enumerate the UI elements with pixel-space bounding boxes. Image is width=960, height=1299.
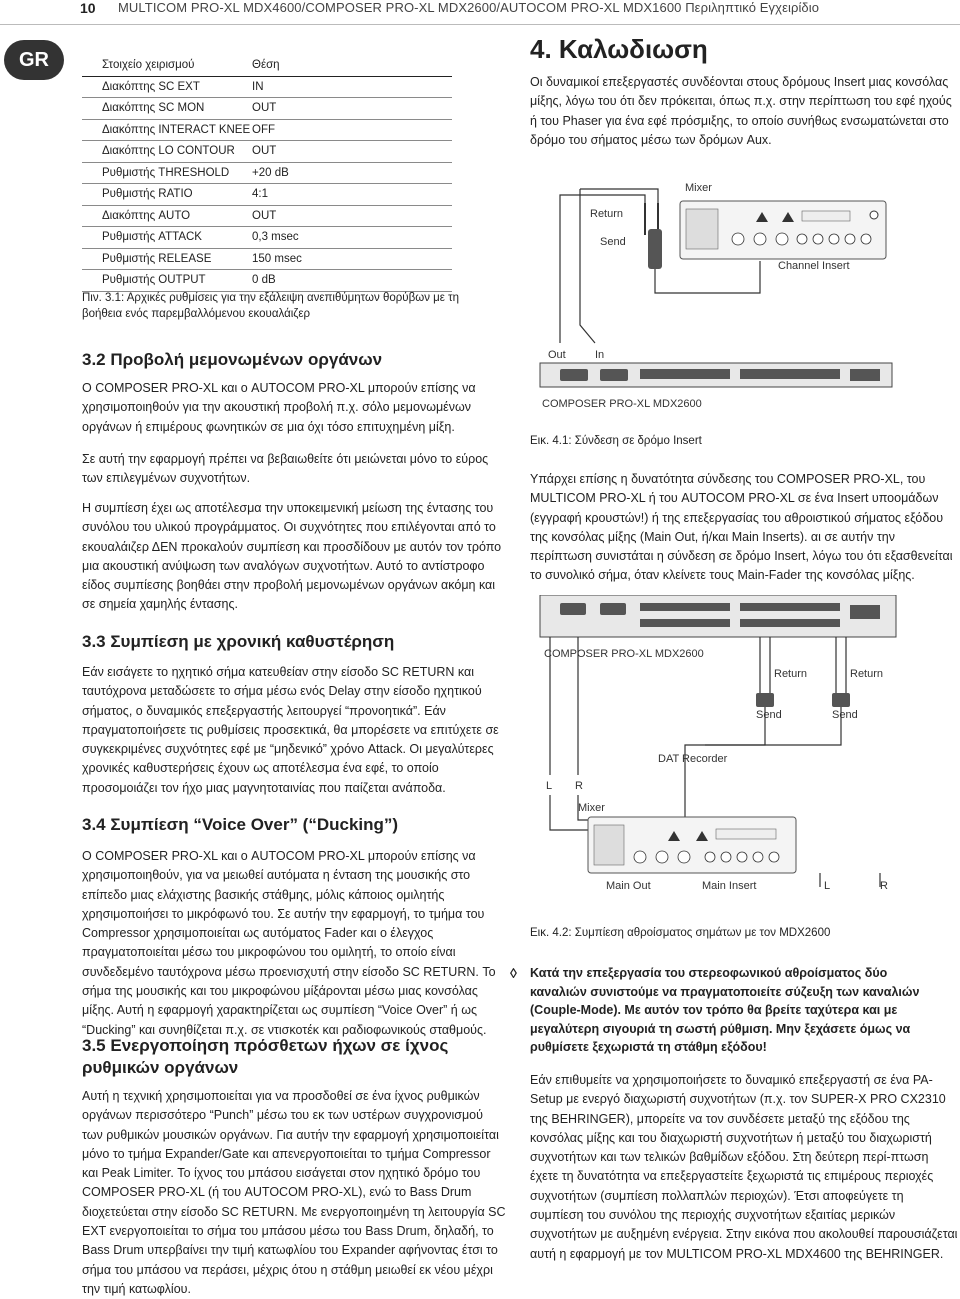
control-name: Διακόπτης INTERACT KNEE xyxy=(82,119,252,141)
return-label: Return xyxy=(774,668,808,680)
device-label: COMPOSER PRO-XL MDX2600 xyxy=(542,398,702,410)
figure-caption: Εικ. 4.1: Σύνδεση σε δρόμο Insert xyxy=(530,435,702,447)
paragraph: Ο COMPOSER PRO-XL και ο AUTOCOM PRO-XL μπορούν επίσης να χρησιμοποιηθούν για την ακουστική προβολή π.χ. σόλο μεμονωμένων οργάνων ή επιμέρους φωνητικών σε μια όχι τόσο επιτυχημένη μίξη. xyxy=(82,381,476,434)
control-position: IN xyxy=(252,76,452,98)
bullet-text: Κατά την επεξεργασία του στερεοφωνικού αθροίσματος δύο καναλιών συνιστούμε να πραγματοποιείτε σύζευξη των καναλιών (Couple-Mode). Με αυτόν τον τρόπο θα βρείτε ταχύτερα και με μεγαλύτερη σιγουριά τη σωστή ρύθμιση. Μην ξεχάσετε όμως να ρυθμίσετε ξεχωριστά τη στάθμη εξόδου! xyxy=(530,966,920,1054)
paragraph: Εάν εισάγετε το ηχητικό σήμα κατευθείαν στην είσοδο SC RETURN και ταυτόχρονα μεταδώσετε το σήμα μέσω ενός Delay στην είσοδο ηχητικού σήματος, ο δυναμικός επεξεργαστής λειτουργεί “προνοητικά”. Εάν πραγματοποιήσετε τις ρυθμίσεις προσεκτικά, θα μπορέσετε να επιτύχετε σε συγκεκριμένες συχνότητες εφέ με “μηδενικό” χρόνο Attack. Οι μεγαλύτερες χρονικές καθυστερήσεις έχουν ως αποτέλεσμα ένα εφέ, το οποίο προσομοιάζει τον ήχο μιας μαγνητοταινίας που παίζεται ανάποδα. xyxy=(82,665,499,795)
paragraph: Ο COMPOSER PRO-XL και ο AUTOCOM PRO-XL μπορούν επίσης να χρησιμοποιηθούν, για να μειωθεί αυτόματα η ένταση της μουσικής στο επίπεδο μιας ελάχιστης βασικής στάθμης, μόλις κάποιος ομιλητής χρησιμοποιήσει το μικρόφωνό του. Σε αυτήν την εφαρμογή, το τμήμα του Compressor χρησιμοποιείται ως αυτόματος Fader και ο έλεγχος πραγματοποιείται μέσω του μικροφώνου του ομιλητή, το οποίο είναι συνδεδεμένο ταυτόχρονα μέσω προενισχυτή στην είσοδο SC RETURN. Το σήμα της μουσικής και του μικροφώνου μίξάρονται μέσω μιας κονσόλας μίξης. Αυτή η εφαρμογή χαρακτηρίζεται ως συμπίεση “Voice Over” ή ως “Ducking” και συνηθίζεται π.χ. σε ντισκοτέκ και ραδιοφωνικούς σταθμούς. xyxy=(82,849,496,1037)
control-position: OUT xyxy=(252,141,452,163)
control-name: Διακόπτης AUTO xyxy=(82,205,252,227)
table-row xyxy=(82,76,452,98)
control-name: Διακόπτης SC MON xyxy=(82,98,252,120)
table-row xyxy=(82,98,452,120)
main-out-label: Main Out xyxy=(606,880,651,892)
language-badge: GR xyxy=(4,40,64,80)
heading-line: ρυθμικών οργάνων xyxy=(82,1058,239,1077)
control-position: OUT xyxy=(252,205,452,227)
table-row xyxy=(82,162,452,184)
return-label: Return xyxy=(850,668,884,680)
control-position: 150 msec xyxy=(252,248,452,270)
send-label: Send xyxy=(600,236,626,248)
section-heading-3-4: 3.4 Συμπίεση “Voice Over” (“Ducking”) xyxy=(82,815,399,834)
dat-recorder-label: DAT Recorder xyxy=(658,753,728,765)
control-position: 0 dB xyxy=(252,270,452,292)
table-row xyxy=(82,227,452,249)
control-name: Διακόπτης SC EXT xyxy=(82,76,252,98)
paragraph: Εάν επιθυμείτε να χρησιμοποιήσετε το δυναμικό επεξεργαστή σε ένα PA-Setup με ενεργό διαχωριστή συχνοτήτων (π.χ. τον SUPER-X PRO CX2310 της BEHRINGER), μπορείτε να τον συνδέσετε μεταξύ της εξόδου της κονσόλας μίξης και του διαχωριστή συχνοτήτων ή μεταξύ του διαχωριστή συχνοτήτων και των τελικών βαθμίδων εξόδου. Στη δεύτερη περί-πτωση έχετε τη δυνατότητα να επεξεργαστείτε ξεχωριστά τις επιμέρους περιοχές συχνοτήτων (συμπίεση πολλαπλών περιοχών). Έτσι αποφεύγετε τη συμπίεση του συνόλου της περιοχής συχνοτήτων εξαιτίας μερικών συχνοτήτων με αυξημένη ενέργεια. Στην εικόνα που ακολουθεί παρουσιάζεται αυτή η εφαρμογή με τον MULTICOM PRO-XL MDX4600 της BEHRINGER. xyxy=(530,1073,958,1261)
control-name: Ρυθμιστής OUTPUT xyxy=(82,270,252,292)
right-label: R xyxy=(880,880,888,892)
paragraph: Η συμπίεση έχει ως αποτέλεσμα την υποκειμενική μείωση της έντασης του συνόλου του υλικού προγράμματος. Οι συχνότητες που επιλέγονται από το εκουαλάιζερ ΔΕΝ προκαλούν συμπίεση και προσδίδουν με αυτόν τον τρόπο μια ακουστική ανύψωση των αναλόγων συχνοτήτων. Αυτό το αντίστροφο είδος συμπίεσης βοηθάει στην προβολή μεμονωμένων οργάνων ακόμη και σε σημεία χαμηλής έντασης. xyxy=(82,501,502,612)
control-name: Ρυθμιστής THRESHOLD xyxy=(82,162,252,184)
section-heading-3-5 xyxy=(82,1035,448,1079)
settings-table xyxy=(82,55,452,292)
table-row xyxy=(82,119,452,141)
section-heading-3-2: 3.2 Προβολή μεμονωμένων οργάνων xyxy=(82,350,383,369)
left-label: L xyxy=(546,780,553,792)
mixer-label: Mixer xyxy=(578,802,605,814)
channel-insert-label: Channel Insert xyxy=(778,260,850,272)
table-header-row xyxy=(82,55,452,76)
section-heading-3-3: 3.3 Συμπίεση με χρονική καθυστέρηση xyxy=(82,632,395,651)
section-heading-4: 4. Καλωδιωση xyxy=(530,34,708,64)
figure-insert-wiring xyxy=(520,165,950,430)
main-insert-label: Main Insert xyxy=(702,880,757,892)
table-row xyxy=(82,141,452,163)
control-position: 4:1 xyxy=(252,184,452,206)
send-label: Send xyxy=(832,709,858,721)
control-position: OFF xyxy=(252,119,452,141)
column-header-position: Θέση xyxy=(252,55,452,76)
in-label: In xyxy=(595,349,605,361)
heading-line: 3.5 Ενεργοποίηση πρόσθετων ήχων σε ίχνος xyxy=(82,1036,449,1055)
right-label: R xyxy=(575,780,583,792)
paragraph: Υπάρχει επίσης η δυνατότητα σύνδεσης του COMPOSER PRO-XL, του MULTICOM PRO-XL ή του AUTOCOM PRO-XL σε ένα Insert υποομάδων (εγγραφή κρουστών!) ή της επεξεργασίας του αθροιστικού σήματος εξόδου της κονσόλας μίξης (Main Out, ή/και Main Inserts). αι σε αυτήν την περίπτωση συνιστάται η σύνδεση σε δρόμο Insert, λόγω του ότι εξασθενείται το συνολικό σήμα, όταν κλείνετε τους Main-Fader της κονσόλας μίξης. xyxy=(530,472,953,583)
control-name: Διακόπτης LO CONTOUR xyxy=(82,141,252,163)
mixer-label: Mixer xyxy=(685,182,712,194)
figure-stereo-sum-wiring xyxy=(520,595,950,915)
device-rack xyxy=(540,595,896,637)
control-position: OUT xyxy=(252,98,452,120)
jack-plug xyxy=(648,229,662,269)
column-header-control: Στοιχείο χειρισμού xyxy=(82,55,252,76)
return-label: Return xyxy=(590,208,624,220)
header-rule xyxy=(0,24,960,25)
control-name: Ρυθμιστής RELEASE xyxy=(82,248,252,270)
control-position: +20 dB xyxy=(252,162,452,184)
left-label: L xyxy=(824,880,831,892)
bullet-note xyxy=(510,964,930,1057)
control-name: Ρυθμιστής RATIO xyxy=(82,184,252,206)
table-row xyxy=(82,205,452,227)
paragraph: Αυτή η τεχνική χρησιμοποιείται για να προσδοθεί σε ένα ίχνος ρυθμικών οργάνων περισσότερο “Punch” μέσω του εκ των υστέρων συγχρονισμού των ρυθμικών μουσικών οργάνων. Για αυτήν την εφαρμογή χρησιμοποιείται μόνο το τμήμα Expander/Gate και απενεργοποιείται το τμήμα Compressor και Peak Limiter. Το ίχνος του μπάσου εισάγεται στον ηχητικό δρόμο του COMPOSER PRO-XL (ή του AUTOCOM PRO-XL), ενώ το Bass Drum διοχετεύεται στην είσοδο SC RETURN. Με ενεργοποιημένη τη λειτουργία SC EXT ενεργοποιείται το σήμα του μπάσου μέσω του Bass Drum, δηλαδή, το Bass Drum υπερβαίνει την τιμή κατωφλίου του Expander αφήνοντας έτσι το σήμα του μπάσου να περάσει, μέχρις ότου η στάθμη μειωθεί εκ νέου μέχρι την τιμή κατωφλίου. xyxy=(82,1089,506,1296)
control-name: Ρυθμιστής ATTACK xyxy=(82,227,252,249)
table-row xyxy=(82,248,452,270)
running-title: MULTICOM PRO-XL MDX4600/COMPOSER PRO-XL MDX2600/AUTOCOM PRO-XL MDX1600 Περιληπτικό Εγχειρίδιο xyxy=(118,0,820,15)
out-label: Out xyxy=(548,349,566,361)
figure-caption: Εικ. 4.2: Συμπίεση αθροίσματος σημάτων με τον MDX2600 xyxy=(530,927,831,939)
paragraph: Σε αυτή την εφαρμογή πρέπει να βεβαιωθείτε ότι μειώνεται μόνο το εύρος των επιλεγμένων συχνοτήτων. xyxy=(82,452,489,486)
paragraph: Οι δυναμικοί επεξεργαστές συνδέονται στους δρόμους Insert μιας κονσόλας μίξης, λόγω του ότι δεν πρόκειται, όπως π.χ. στην περίπτωση του εφέ ηχούς ή του Phaser για ένα εφέ πρόσμιξης, το οποίο συνήθως ενσωματώνεται στο δρόμο του σήματος μέσω των δρόμων Aux. xyxy=(530,75,952,147)
control-position: 0,3 msec xyxy=(252,227,452,249)
table-caption: Πιν. 3.1: Αρχικές ρυθμίσεις για την εξάλειψη ανεπιθύμητων θορύβων με τη βοήθεια ενός παρεμβαλλόμενου εκουαλάιζερ xyxy=(82,292,460,320)
page-number: 10 xyxy=(80,0,96,16)
diamond-bullet-icon: ◊ xyxy=(510,965,517,981)
device-label: COMPOSER PRO-XL MDX2600 xyxy=(544,648,704,660)
send-label: Send xyxy=(756,709,782,721)
table-row xyxy=(82,184,452,206)
table-row xyxy=(82,270,452,292)
